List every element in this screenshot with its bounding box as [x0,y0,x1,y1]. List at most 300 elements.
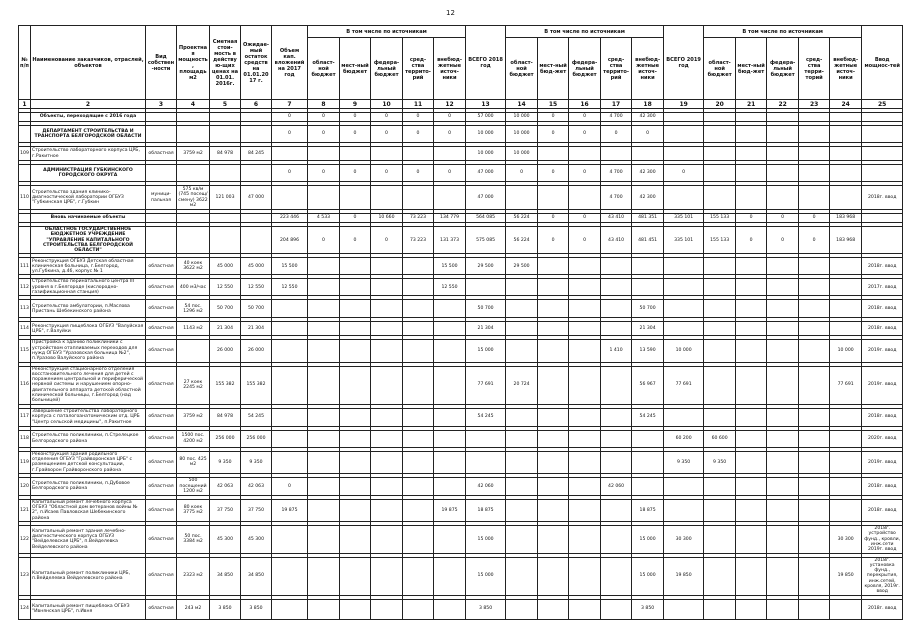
value-cell [210,113,241,122]
column-number: 16 [569,100,601,109]
value-cell: 0 [371,227,403,254]
value-cell [340,451,371,473]
value-cell: 3 850 [241,599,272,619]
value-cell [704,113,736,122]
value-cell [767,340,799,362]
object-name: Строительство поликлиники, п.Дубовое Белгородского района [31,477,146,495]
value-cell: 0 [632,126,664,143]
value-cell [308,526,340,553]
commissioning-cell [862,214,903,223]
value-cell [736,366,767,404]
value-cell [272,147,308,161]
value-cell [601,451,632,473]
column-number: 3 [146,100,177,109]
value-cell [538,408,569,426]
value-cell: 54 245 [241,408,272,426]
value-cell [308,147,340,161]
commissioning-cell [862,147,903,161]
capital-investment-table [18,25,903,620]
value-cell [146,113,177,122]
value-cell: 9 350 [704,451,736,473]
value-cell: 121 003 [210,186,241,210]
value-cell: 19 850 [830,557,862,595]
value-cell [538,186,569,210]
value-cell [506,526,538,553]
value-cell [434,340,466,362]
value-cell: 43 410 [601,227,632,254]
value-cell [632,258,664,275]
header-src2017-federal: федера-льный бюджет [371,38,403,100]
value-cell [601,322,632,336]
value-cell: 0 [272,126,308,143]
value-cell [569,526,601,553]
commissioning-cell: 2018г. ввод [862,322,903,336]
value-cell [371,300,403,318]
value-cell [601,258,632,275]
value-cell: 15 000 [466,340,506,362]
value-cell [506,279,538,296]
value-cell [308,279,340,296]
value-cell [601,300,632,318]
row-number: 115 [19,340,31,362]
value-cell: 0 [272,165,308,182]
commissioning-cell [862,113,903,122]
value-cell: 54 245 [632,408,664,426]
commissioning-cell: 2018г. ввод [862,408,903,426]
summary-row [19,227,903,254]
value-cell [767,557,799,595]
value-cell [664,258,704,275]
value-cell: 0 [601,126,632,143]
value-cell: 84 978 [210,408,241,426]
column-number: 15 [538,100,569,109]
value-cell: 0 [371,165,403,182]
value-cell [664,599,704,619]
row-number: 123 [19,557,31,595]
value-cell: областная [146,599,177,619]
value-cell: 84 245 [241,147,272,161]
commissioning-cell: 2019г. ввод [862,451,903,473]
value-cell [371,599,403,619]
value-cell: 155 133 [704,227,736,254]
value-cell [830,430,862,447]
value-cell: 0 [569,165,601,182]
value-cell: 10 000 [506,126,538,143]
value-cell: 335 101 [664,214,704,223]
row-number [19,113,31,122]
row-number: 112 [19,279,31,296]
value-cell [272,526,308,553]
value-cell [177,113,210,122]
row-number: 113 [19,300,31,318]
value-cell [434,147,466,161]
value-cell [538,258,569,275]
value-cell [704,340,736,362]
summary-row [19,165,903,182]
value-cell: 0 [736,227,767,254]
value-cell: 1500 пос. 4200 м2 [177,430,210,447]
value-cell [241,214,272,223]
value-cell [210,165,241,182]
value-cell [767,126,799,143]
value-cell: 400 м3/час [177,279,210,296]
value-cell: областная [146,366,177,404]
value-cell [506,477,538,495]
value-cell: 0 [272,113,308,122]
row-number: 120 [19,477,31,495]
value-cell [767,258,799,275]
object-name: Капитальный ремонт пищеблока ОГБУЗ "Ивнянская ЦРБ", п.Ивня [31,599,146,619]
value-cell [434,477,466,495]
value-cell [403,599,434,619]
value-cell [664,126,704,143]
value-cell [767,186,799,210]
value-cell: 564 085 [466,214,506,223]
value-cell [569,186,601,210]
value-cell [340,322,371,336]
column-number: 11 [403,100,434,109]
value-cell [736,557,767,595]
header-src2019-local: мест-ный бюд-жет [736,38,767,100]
value-cell [403,340,434,362]
value-cell: 42 063 [241,477,272,495]
value-cell [799,477,830,495]
header-src2017-local: мест-ный бюджет [340,38,371,100]
value-cell [308,300,340,318]
value-cell: 0 [308,227,340,254]
object-name: Капитальный ремонт здания лечебно-диагностического корпуса ОГБУЗ "Вейделевская ЦРБ", п.Вейделевка Вейделевского района [31,526,146,553]
value-cell: 3759 м2 [177,147,210,161]
value-cell: 0 [308,113,340,122]
header-src2018-local: мест-ный бюд-жет [538,38,569,100]
table-row [19,408,903,426]
table-row [19,557,903,595]
value-cell: 155 382 [241,366,272,404]
value-cell: 45 300 [210,526,241,553]
column-number: 10 [371,100,403,109]
value-cell: областная [146,526,177,553]
value-cell: 4 700 [601,165,632,182]
value-cell [664,477,704,495]
table-row [19,258,903,275]
commissioning-cell: 2018г. ввод [862,186,903,210]
value-cell: 0 [403,113,434,122]
value-cell: 77 691 [664,366,704,404]
value-cell [371,557,403,595]
value-cell: 29 500 [506,258,538,275]
value-cell: 183 968 [830,227,862,254]
value-cell: 1143 м2 [177,322,210,336]
value-cell [466,279,506,296]
value-cell [830,300,862,318]
column-number: 25 [862,100,903,109]
value-cell [601,279,632,296]
value-cell: 0 [799,227,830,254]
value-cell [767,300,799,318]
value-cell [830,186,862,210]
value-cell [403,279,434,296]
value-cell [340,186,371,210]
row-number: 118 [19,430,31,447]
value-cell [767,408,799,426]
commissioning-cell: 2018г. ввод [862,258,903,275]
value-cell [799,340,830,362]
value-cell: областная [146,499,177,521]
value-cell: 50 пос. 3384 м2 [177,526,210,553]
value-cell: 19 875 [272,499,308,521]
value-cell [736,526,767,553]
object-name: Капитальный ремонт поликлиники ЦРБ, п.Вейделевка Вейделевского района [31,557,146,595]
value-cell: 29 500 [466,258,506,275]
value-cell: 1 410 [601,340,632,362]
value-cell [736,340,767,362]
row-number: 117 [19,408,31,426]
column-number: 24 [830,100,862,109]
value-cell [308,340,340,362]
value-cell [308,258,340,275]
value-cell: 12 550 [272,279,308,296]
commissioning-cell: 2018г. ввод [862,300,903,318]
object-name: Строительство амбулатории, п.Маслова Пристань Шебекинского района [31,300,146,318]
value-cell [767,599,799,619]
value-cell [767,499,799,521]
value-cell [569,477,601,495]
object-name: АДМИНИСТРАЦИЯ ГУБКИНСКОГО ГОРОДСКОГО ОКРУГА [31,165,146,182]
value-cell [434,557,466,595]
value-cell: областная [146,557,177,595]
value-cell [736,126,767,143]
value-cell: 0 [340,165,371,182]
commissioning-cell: 2018г. устройство фунд., кровли, инж.сети 2019г. ввод [862,526,903,553]
value-cell: 0 [569,113,601,122]
column-number: 9 [340,100,371,109]
value-cell [664,147,704,161]
object-name: Строительство перинатального центра III уровня в г.Белгороде (кислородно-газификационная станция) [31,279,146,296]
value-cell [434,599,466,619]
value-cell: 9 350 [210,451,241,473]
value-cell [830,408,862,426]
column-number: 2 [31,100,146,109]
value-cell: 12 550 [241,279,272,296]
value-cell [664,300,704,318]
value-cell: 54 245 [466,408,506,426]
value-cell [466,430,506,447]
value-cell: 30 300 [664,526,704,553]
value-cell [569,599,601,619]
value-cell [403,557,434,595]
value-cell [506,300,538,318]
value-cell [308,599,340,619]
value-cell [704,599,736,619]
value-cell: 0 [538,126,569,143]
value-cell [538,477,569,495]
value-cell [241,227,272,254]
value-cell [704,322,736,336]
column-number: 14 [506,100,538,109]
header-ownership: Вид собствен-ности [146,26,177,100]
value-cell: 0 [799,214,830,223]
value-cell [340,408,371,426]
value-cell [704,408,736,426]
value-cell [830,126,862,143]
value-cell [736,599,767,619]
value-cell: 57 000 [466,113,506,122]
value-cell [632,279,664,296]
value-cell: 183 968 [830,214,862,223]
value-cell [664,322,704,336]
value-cell: 2323 м2 [177,557,210,595]
value-cell [767,430,799,447]
column-number: 7 [272,100,308,109]
value-cell: 47 000 [466,165,506,182]
value-cell [403,526,434,553]
value-cell: 50 700 [466,300,506,318]
header-sources-2017: В том числе по источникам [308,26,466,38]
value-cell: 500 посещений 1200 м2 [177,477,210,495]
header-row-top [19,26,903,38]
value-cell [799,366,830,404]
row-number: 109 [19,147,31,161]
value-cell: 155 382 [210,366,241,404]
value-cell [704,258,736,275]
value-cell: 10 000 [466,147,506,161]
value-cell [403,300,434,318]
value-cell: 21 304 [632,322,664,336]
value-cell [736,430,767,447]
value-cell [601,147,632,161]
table-row [19,499,903,521]
table-row [19,279,903,296]
value-cell [371,186,403,210]
value-cell [308,366,340,404]
value-cell: 43 410 [601,214,632,223]
value-cell [308,557,340,595]
row-number: 119 [19,451,31,473]
object-name: ОБЛАСТНОЕ ГОСУДАРСТВЕННОЕ БЮДЖЕТНОЕ УЧРЕЖДЕНИЕ "УПРАВЛЕНИЕ КАПИТАЛЬНОГО СТРОИТЕЛЬСТВА БЕЛГОРОДСКОЙ ОБЛАСТИ" [31,227,146,254]
value-cell: 0 [664,165,704,182]
value-cell [704,557,736,595]
value-cell: 0 [767,227,799,254]
table-row [19,322,903,336]
value-cell: областная [146,477,177,495]
value-cell [799,526,830,553]
object-name: Объекты, переходящие с 2016 года [31,113,146,122]
commissioning-cell: 2020г. ввод [862,430,903,447]
value-cell [799,451,830,473]
row-number: 116 [19,366,31,404]
value-cell: 56 224 [506,214,538,223]
value-cell: 42 060 [466,477,506,495]
value-cell: 0 [371,126,403,143]
value-cell: 0 [340,227,371,254]
row-number: 110 [19,186,31,210]
value-cell [403,186,434,210]
commissioning-cell: 2017г. ввод [862,279,903,296]
commissioning-cell: 2018г. установка фунд., перекрытия, инж.сетей, кровля, 2019г. ввод [862,557,903,595]
value-cell [403,258,434,275]
value-cell [538,599,569,619]
value-cell [736,408,767,426]
value-cell [340,300,371,318]
value-cell [601,499,632,521]
value-cell [569,499,601,521]
value-cell: 0 [340,126,371,143]
value-cell: 80 коек 3775 м2 [177,499,210,521]
value-cell: 10 000 [664,340,704,362]
value-cell [506,430,538,447]
value-cell: 0 [538,113,569,122]
value-cell: 481 451 [632,227,664,254]
value-cell [506,186,538,210]
value-cell: 42 060 [601,477,632,495]
value-cell: 19 875 [434,499,466,521]
value-cell [272,430,308,447]
value-cell [506,322,538,336]
value-cell: 26 000 [241,340,272,362]
value-cell [830,499,862,521]
value-cell: 45 000 [210,258,241,275]
object-name: ДЕПАРТАМЕНТ СТРОИТЕЛЬСТВА И ТРАНСПОРТА БЕЛГОРОДСКОЙ ОБЛАСТИ [31,126,146,143]
value-cell: 18 875 [466,499,506,521]
commissioning-cell: 2018г. ввод [862,499,903,521]
value-cell [371,366,403,404]
value-cell: 47 000 [241,186,272,210]
value-cell [799,599,830,619]
value-cell: областная [146,430,177,447]
value-cell: 26 000 [210,340,241,362]
value-cell [601,366,632,404]
value-cell: 3 850 [632,599,664,619]
value-cell [569,147,601,161]
value-cell: 10 000 [506,147,538,161]
header-src2019-extrabudget: внебюд-жетные источ-ники [830,38,862,100]
value-cell: 0 [538,227,569,254]
value-cell [538,322,569,336]
value-cell: областная [146,147,177,161]
table-row [19,186,903,210]
value-cell [830,113,862,122]
value-cell [632,451,664,473]
object-name: Реконструкция пищеблока ОГБУЗ "Валуйская ЦРБ", г.Валуйки [31,322,146,336]
value-cell [538,499,569,521]
commissioning-cell [862,227,903,254]
value-cell: 12 550 [434,279,466,296]
value-cell [767,113,799,122]
value-cell [799,279,830,296]
value-cell [767,451,799,473]
value-cell: 15 000 [632,526,664,553]
value-cell: 18 875 [632,499,664,521]
value-cell: 50 700 [632,300,664,318]
commissioning-cell: 2019г. ввод [862,366,903,404]
object-name: Вновь начинаемые объекты [31,214,146,223]
value-cell: областная [146,451,177,473]
value-cell: областная [146,340,177,362]
value-cell [434,526,466,553]
value-cell [601,599,632,619]
value-cell [210,126,241,143]
value-cell: 0 [434,126,466,143]
commissioning-cell [862,165,903,182]
value-cell [371,340,403,362]
value-cell: 42 300 [632,165,664,182]
value-cell: 0 [272,477,308,495]
value-cell [340,499,371,521]
value-cell [241,126,272,143]
value-cell [340,430,371,447]
value-cell [704,477,736,495]
value-cell: 15 000 [632,557,664,595]
